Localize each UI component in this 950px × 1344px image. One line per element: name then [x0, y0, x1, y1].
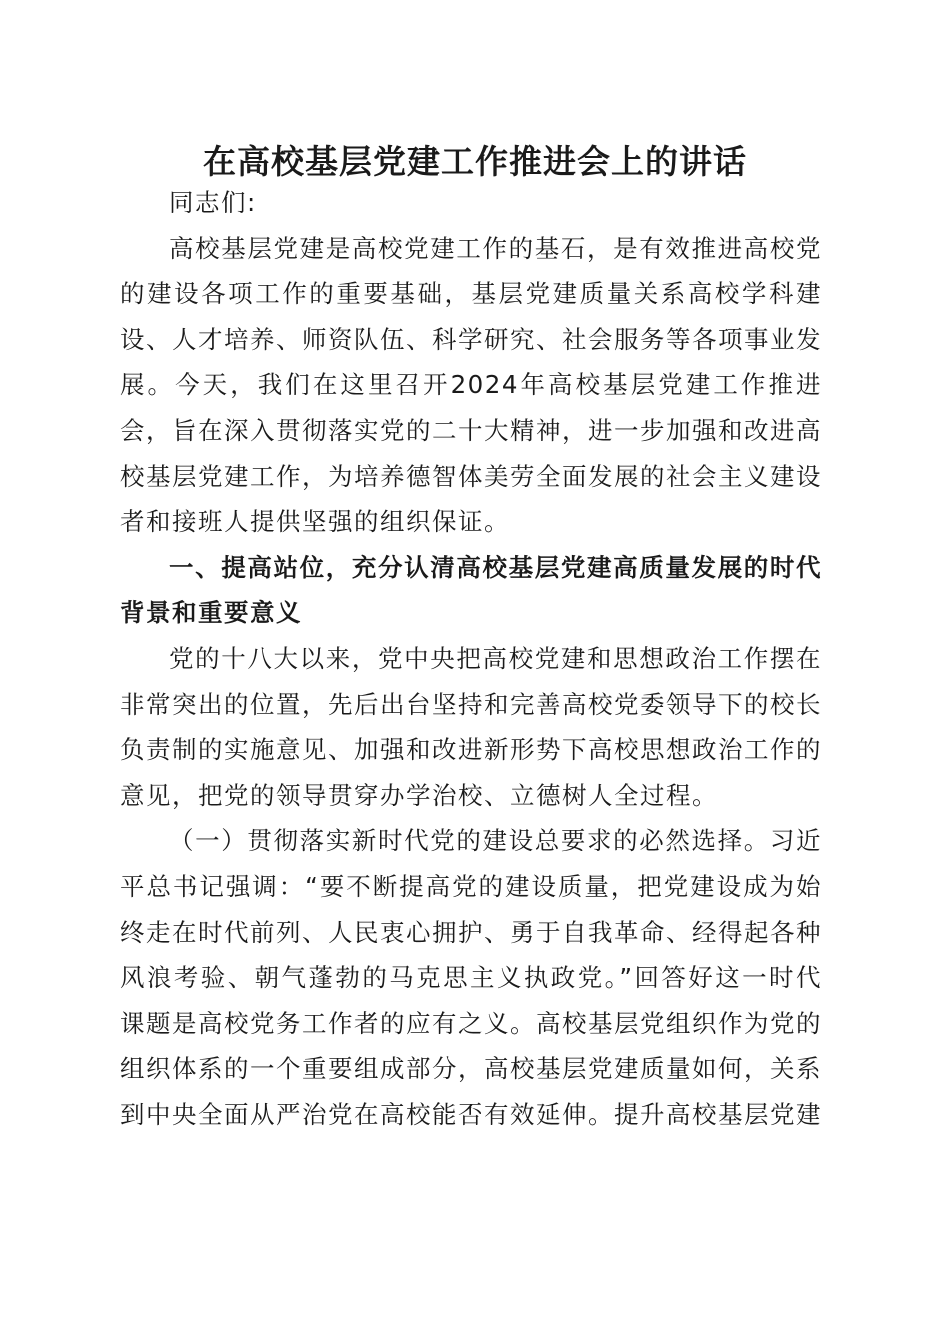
salutation: 同志们: — [169, 188, 257, 217]
document-title: 在高校基层党建工作推进会上的讲话 — [203, 142, 747, 181]
paragraph-intro: 高校基层党建是高校党建工作的基石，是有效推进高校党的建设各项工作的重要基础，基层党建质量关系高校学科建设、人才培养、师资队伍、科学研究、社会服务等各项事业发展。今天，我们在这里召开2024年高校基层党建工作推进会，旨在深入贯彻落实党的二十大精神，进一步加强和改进高校基层党建工作，为培养德智体美劳全面发展的社会主义建设者和接班人提供坚强的组织保证。 — [120, 233, 822, 537]
paragraph-section-1: 党的十八大以来，党中央把高校党建和思想政治工作摆在非常突出的位置，先后出台坚持和完善高校党委领导下的校长负责制的实施意见、加强和改进新形势下高校思想政治工作的意见，把党的领导贯穿办学治校、立德树人全过程。 — [120, 643, 822, 810]
section-heading-1: 一、提高站位，充分认清高校基层党建高质量发展的时代背景和重要意义 — [120, 552, 822, 628]
paragraph-subsection-1: （一）贯彻落实新时代党的建设总要求的必然选择。习近平总书记强调：“要不断提高党的建设质量，把党建设成为始终走在时代前列、人民衷心拥护、勇于自我革命、经得起各种风浪考验、朝气蓬勃的马克思主义执政党。”回答好这一时代课题是高校党务工作者的应有之义。高校基层党组织作为党的组织体系的一个重要组成部分，高校基层党建质量如何，关系到中央全面从严治党在高校能否有效延伸。提升高校基层党建 — [120, 826, 822, 1129]
document-body — [120, 180, 822, 1137]
